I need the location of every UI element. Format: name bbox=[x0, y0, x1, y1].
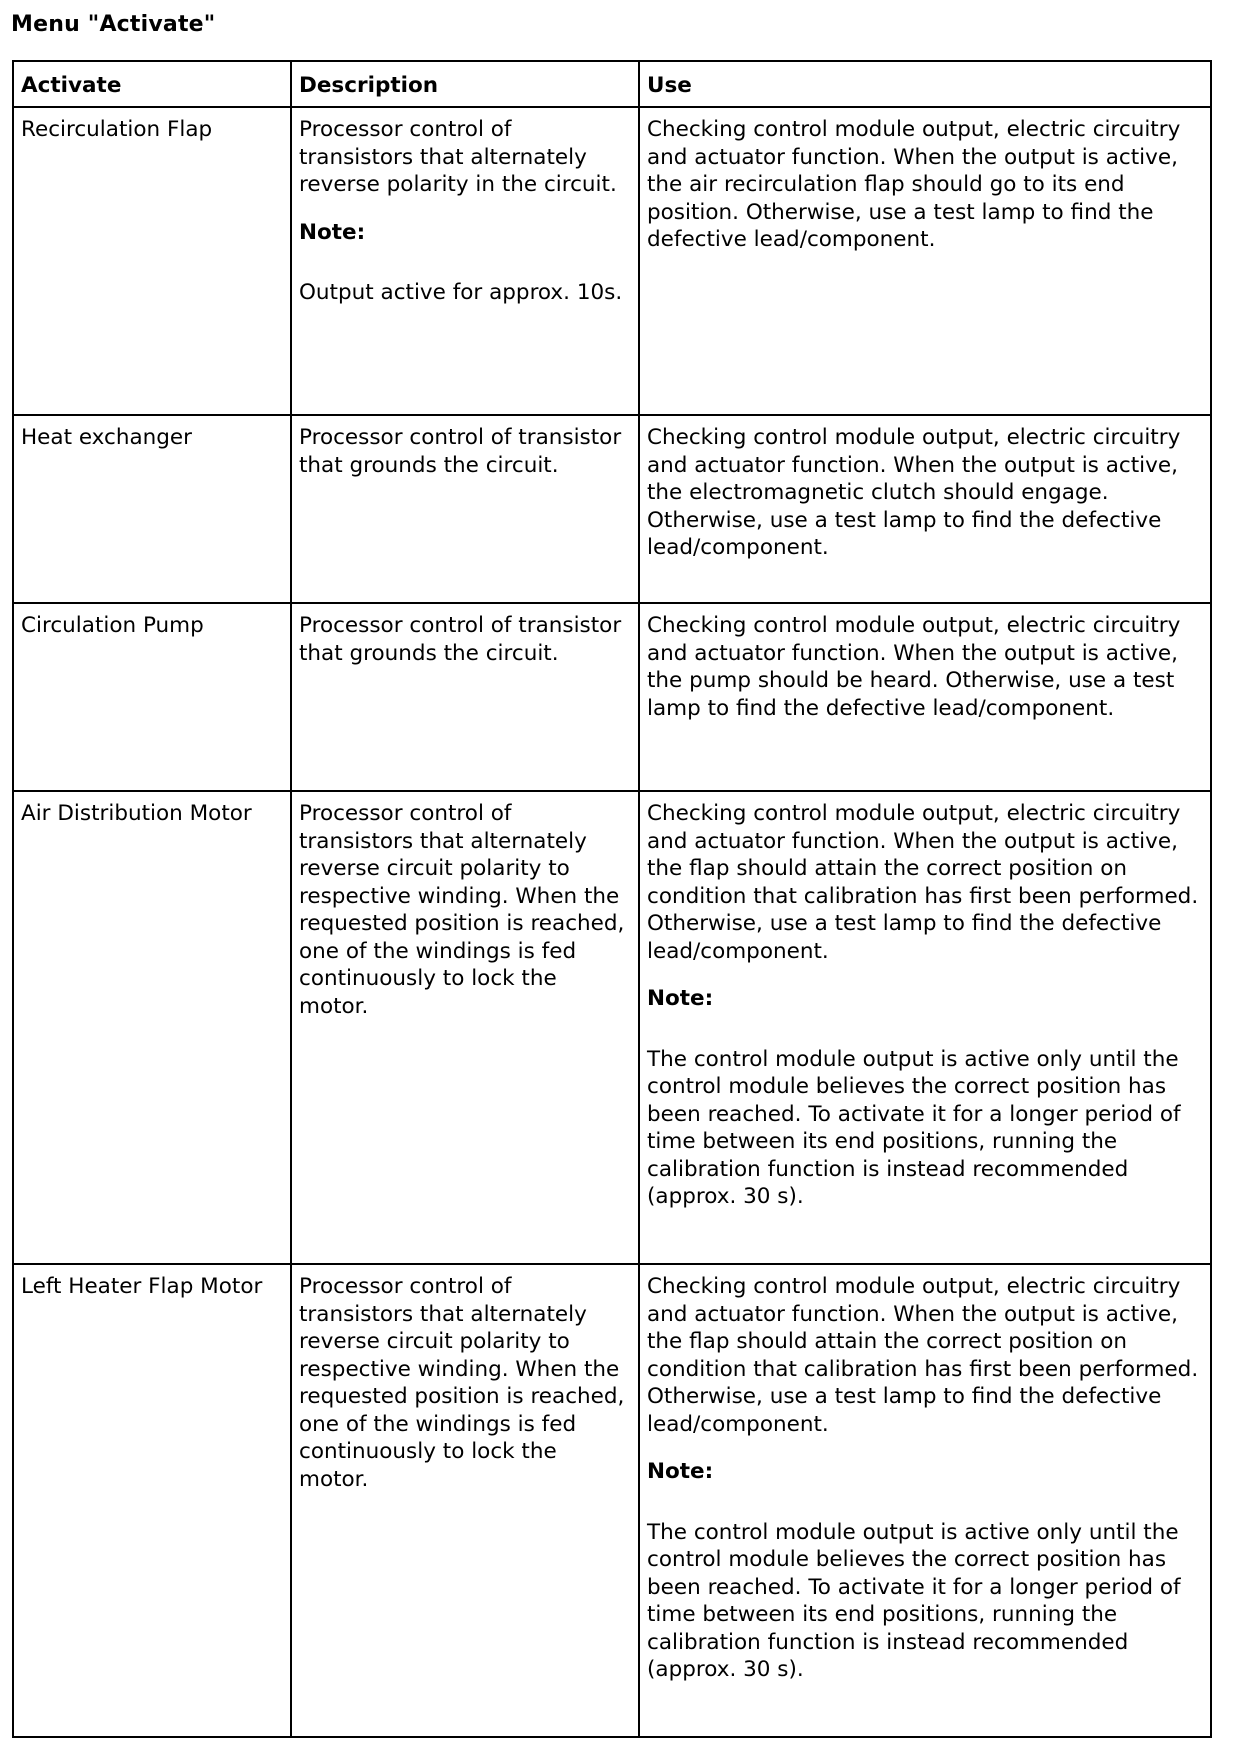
description-cell bbox=[291, 107, 639, 415]
header-use: Use bbox=[639, 61, 1211, 107]
use-text: Checking control module output, electric circuitry and actuator function. When the output is active, the flap should attain the correct position on condition that calibration has first been performed. Otherwise, use a test lamp to find the defective lead/component. bbox=[647, 801, 1199, 964]
table-row bbox=[13, 1264, 1211, 1737]
use-cell bbox=[639, 1264, 1211, 1737]
page-title: Menu "Activate" bbox=[11, 12, 216, 37]
header-description: Description bbox=[291, 61, 639, 107]
use-cell bbox=[639, 791, 1211, 1264]
activate-cell: Air Distribution Motor bbox=[13, 791, 291, 1264]
table-row bbox=[13, 791, 1211, 1264]
description-cell: Processor control of transistor that grounds the circuit. bbox=[291, 415, 639, 603]
note-text: Output active for approx. 10s. bbox=[299, 280, 623, 305]
use-cell: Checking control module output, electric circuitry and actuator function. When the output is active, the electromagnetic clutch should engage. Otherwise, use a test lamp to find the defective lead/component. bbox=[639, 415, 1211, 603]
table-row bbox=[13, 603, 1211, 791]
table-header-row bbox=[13, 61, 1211, 107]
note-label: Note: bbox=[647, 986, 714, 1011]
table-row bbox=[13, 107, 1211, 415]
description-cell: Processor control of transistor that grounds the circuit. bbox=[291, 603, 639, 791]
use-cell: Checking control module output, electric circuitry and actuator function. When the output is active, the air recirculation flap should go to its end position. Otherwise, use a test lamp to find the defective lead/component. bbox=[639, 107, 1211, 415]
use-text: Checking control module output, electric circuitry and actuator function. When the output is active, the flap should attain the correct position on condition that calibration has first been performed. Otherwise, use a test lamp to find the defective lead/component. bbox=[647, 1274, 1199, 1437]
description-text: Processor control of transistors that alternately reverse polarity in the circuit. bbox=[299, 117, 617, 197]
activate-cell: Left Heater Flap Motor bbox=[13, 1264, 291, 1737]
note-text: The control module output is active only until the control module believes the correct position has been reached. To activate it for a longer period of time between its end positions, running the calibration function is instead recommended (approx. 30 s). bbox=[647, 1046, 1181, 1209]
activate-cell: Heat exchanger bbox=[13, 415, 291, 603]
activate-table bbox=[12, 60, 1212, 1738]
description-cell: Processor control of transistors that alternately reverse circuit polarity to respective winding. When the requested position is reached, one of the windings is fed continuously to lock the motor. bbox=[291, 791, 639, 1264]
note-label: Note: bbox=[299, 219, 366, 245]
activate-cell: Circulation Pump bbox=[13, 603, 291, 791]
activate-cell: Recirculation Flap bbox=[13, 107, 291, 415]
header-activate: Activate bbox=[13, 61, 291, 107]
use-cell: Checking control module output, electric circuitry and actuator function. When the output is active, the pump should be heard. Otherwise, use a test lamp to find the defective lead/component. bbox=[639, 603, 1211, 791]
table-row bbox=[13, 415, 1211, 603]
description-cell: Processor control of transistors that alternately reverse circuit polarity to respective winding. When the requested position is reached, one of the windings is fed continuously to lock the motor. bbox=[291, 1264, 639, 1737]
note-text: The control module output is active only until the control module believes the correct position has been reached. To activate it for a longer period of time between its end positions, running the calibration function is instead recommended (approx. 30 s). bbox=[647, 1519, 1181, 1682]
note-label: Note: bbox=[647, 1459, 714, 1484]
